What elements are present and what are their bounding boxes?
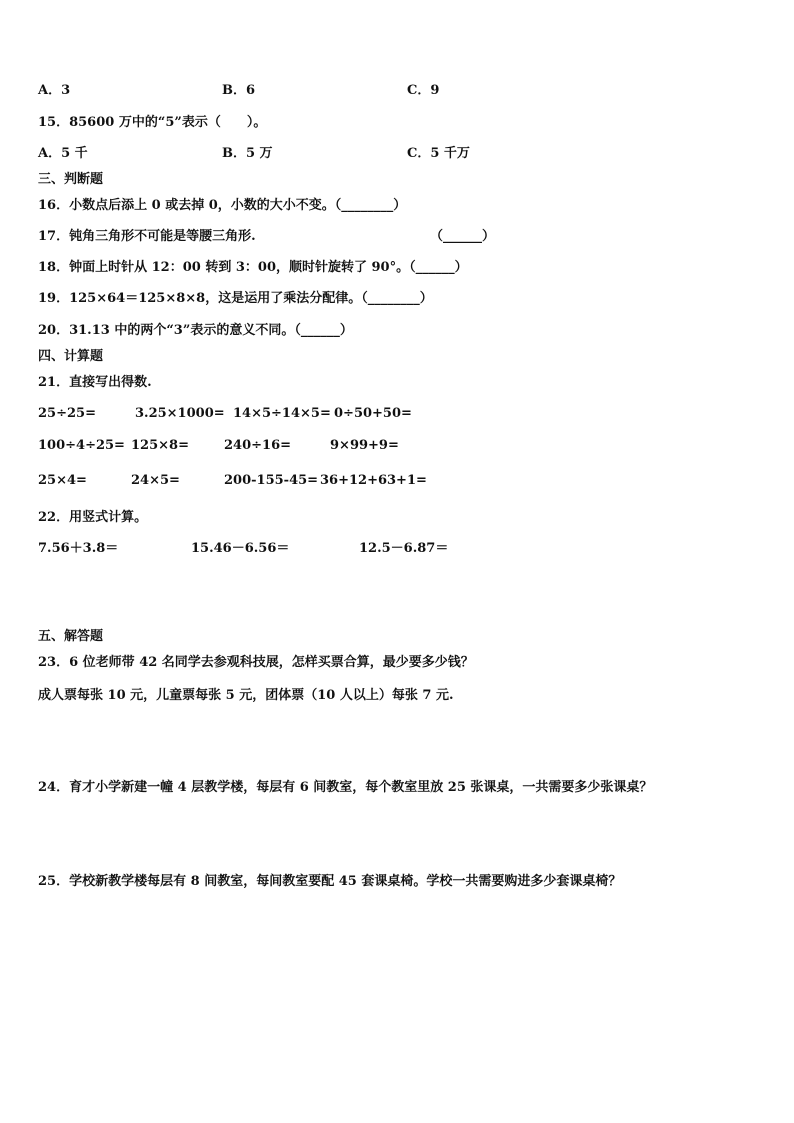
q14-option-b: B．6 [222,83,256,98]
q23-prices: 成人票每张 10 元，儿童票每张 5 元，团体票（10 人以上）每张 7 元. [38,688,454,703]
section4-title: 四、计算题 [38,349,104,364]
q15-option-a: A．5 千 [38,146,88,161]
q14-option-a: A．3 [38,83,71,98]
calc-cell: 0÷50+50= [334,406,412,421]
q15-option-b: B．5 万 [222,146,273,161]
q24: 24．育才小学新建一幢 4 层教学楼，每层有 6 间教室，每个教室里放 25 张课桌，一共需要多少张课桌？ [38,780,653,795]
q15-option-c: C．5 千万 [407,146,470,161]
calc-cell: 9×99+9= [330,438,399,453]
calc-cell: 100÷4÷25= [38,438,125,453]
q17-answer-blank: （______） [430,229,496,244]
calc-cell: 3.25×1000= [135,406,225,421]
calc-cell: 240÷16= [224,438,292,453]
calc-cell: 125×8= [131,438,189,453]
q20: 20．31.13 中的两个“3”表示的意义不同。（______） [38,323,353,338]
calc-cell: 25×4= [38,473,87,488]
q17: 17．钝角三角形不可能是等腰三角形. [38,229,256,244]
calc-cell: 200-155-45= [224,473,319,488]
calc-cell: 24×5= [131,473,180,488]
q22-item: 12.5－6.87＝ [359,541,449,556]
q21-stem: 21．直接写出得数. [38,375,152,390]
q19: 19．125×64＝125×8×8，这是运用了乘法分配律。（________） [38,291,433,306]
q18: 18．钟面上时针从 12：00 转到 3：00，顺时针旋转了 90°。（______） [38,260,468,275]
calc-cell: 14×5÷14×5= [233,406,331,421]
q16: 16．小数点后添上 0 或去掉 0，小数的大小不变。（________） [38,198,407,213]
q25: 25．学校新教学楼每层有 8 间教室，每间教室要配 45 套课桌椅。学校一共需要购进多少套课桌椅？ [38,874,622,889]
q22-item: 15.46－6.56＝ [191,541,290,556]
q23-stem: 23．6 位老师带 42 名同学去参观科技展，怎样买票合算，最少要多少钱？ [38,655,474,670]
q22-stem: 22．用竖式计算。 [38,510,148,525]
q14-option-c: C．9 [407,83,440,98]
calc-cell: 36+12+63+1= [320,473,427,488]
calc-cell: 25÷25= [38,406,96,421]
q15-stem: 15．85600 万中的“5”表示（ ）。 [38,115,267,130]
section3-title: 三、判断题 [38,172,104,187]
q22-item: 7.56＋3.8＝ [38,541,119,556]
section5-title: 五、解答题 [38,629,104,644]
